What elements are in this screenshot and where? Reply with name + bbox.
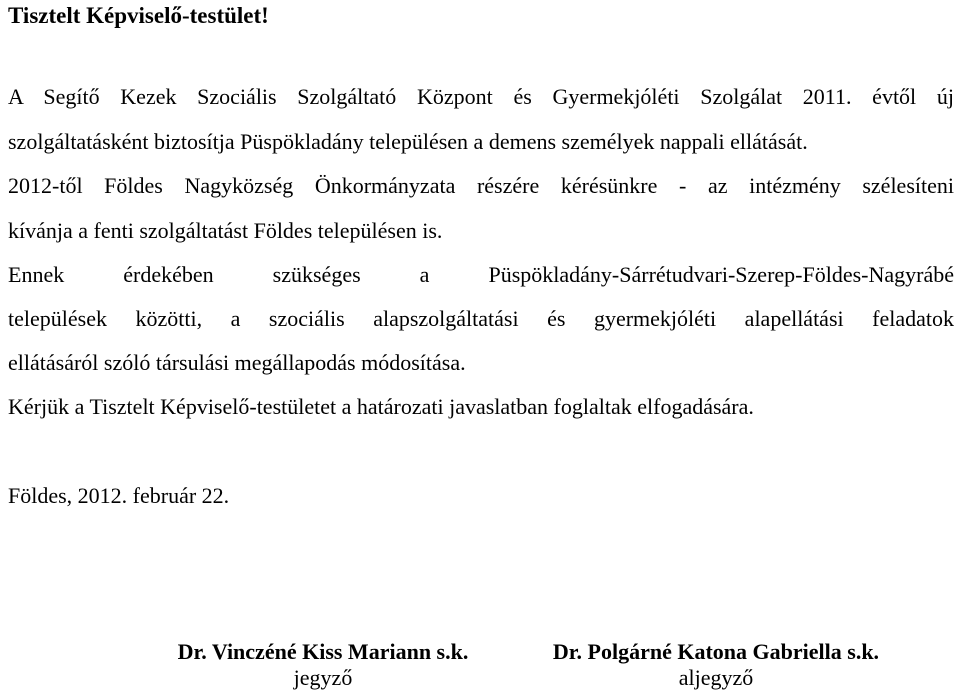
signatory-title: jegyző <box>293 665 353 690</box>
body-line-2: szolgáltatásként biztosítja Püspökladány településen a demens személyek nappali ellátását. <box>8 129 808 154</box>
salutation-heading: Tisztelt Képviselő-testület! <box>8 3 269 28</box>
signature-block-1 <box>150 639 496 691</box>
body-line-1: A Segítő Kezek Szociális Szolgáltató Központ és Gyermekjóléti Szolgálat 2011. évtől új <box>8 84 954 109</box>
body-line-3: 2012-től Földes Nagyközség Önkormányzata részére kérésünkre - az intézmény szélesíteni <box>8 173 954 198</box>
signatory-name: Dr. Polgárné Katona Gabriella s.k. <box>552 639 880 664</box>
body-line-4: kívánja a fenti szolgáltatást Földes településen is. <box>8 218 443 243</box>
body-line-6: települések közötti, a szociális alapszolgáltatási és gyermekjóléti alapellátási feladatok <box>8 306 954 331</box>
body-line-5: Ennek érdekében szükséges a Püspökladány-Sárrétudvari-Szerep-Földes-Nagyrábé <box>8 262 954 287</box>
signature-block-2 <box>522 639 910 691</box>
signatory-title: aljegyző <box>678 665 754 690</box>
signatory-name: Dr. Vinczéné Kiss Mariann s.k. <box>177 639 469 664</box>
place-date: Földes, 2012. február 22. <box>8 483 230 508</box>
body-line-8: Kérjük a Tisztelt Képviselő-testületet a határozati javaslatban foglaltak elfogadására. <box>8 394 754 419</box>
body-line-7: ellátásáról szóló társulási megállapodás módosítása. <box>8 350 466 375</box>
